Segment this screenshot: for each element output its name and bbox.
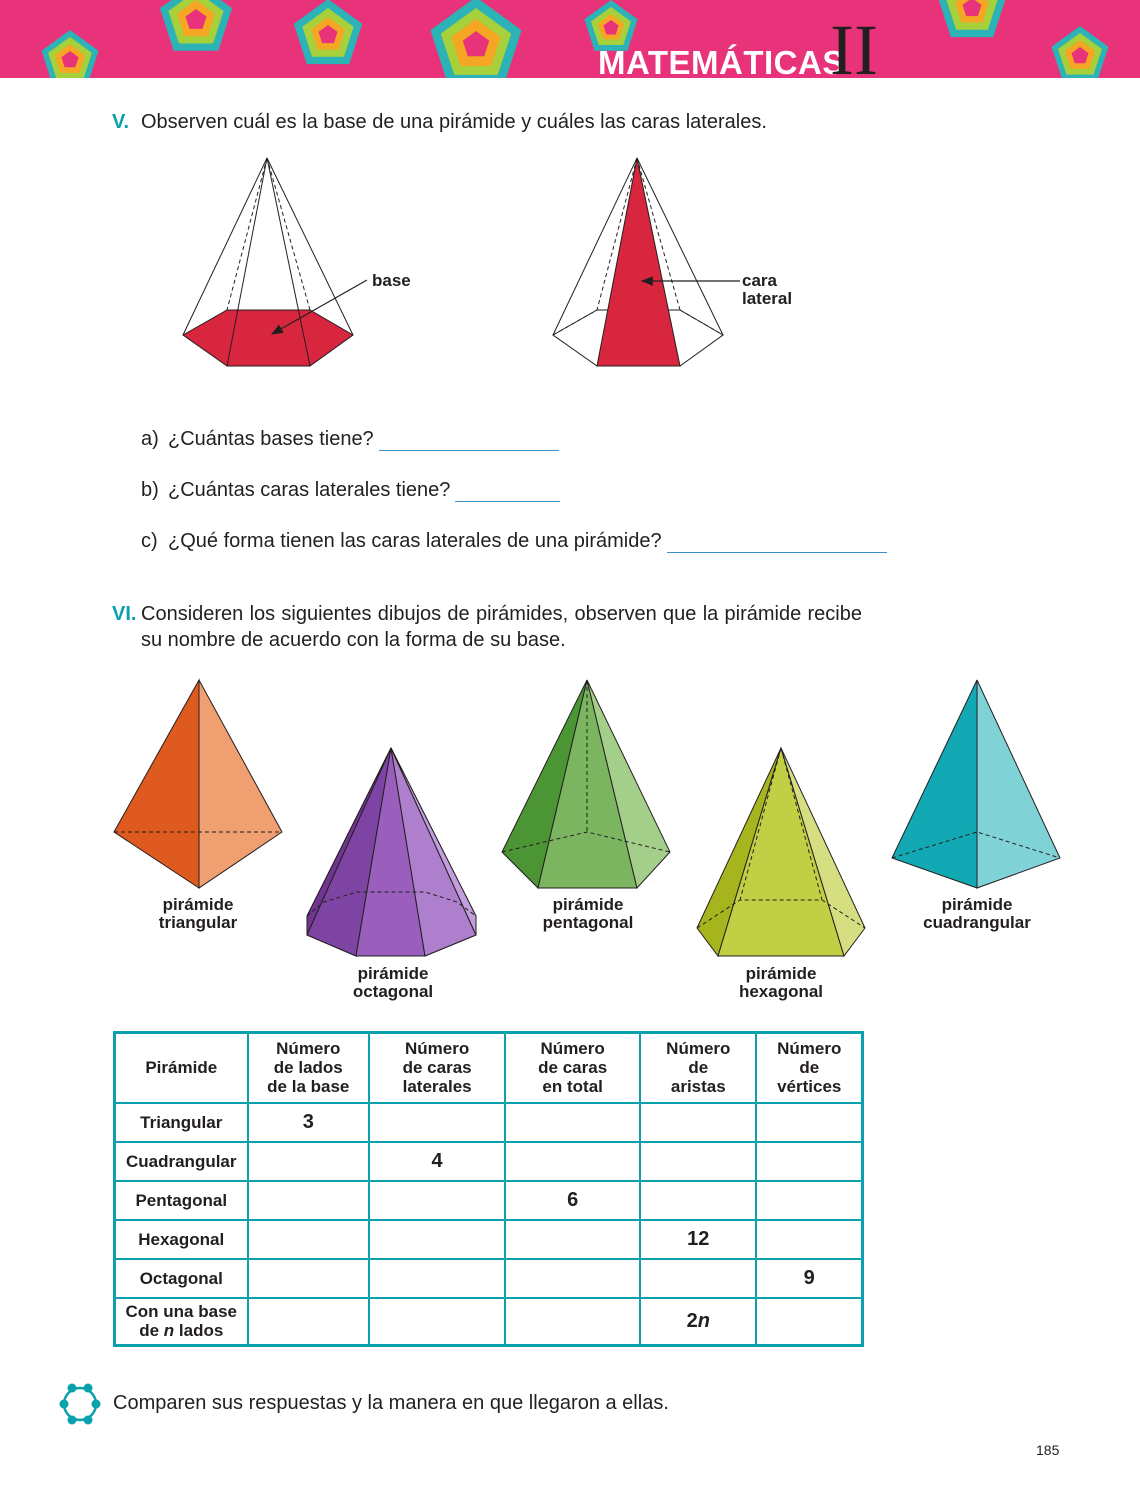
table-header-cell: Número de lados de la base xyxy=(248,1033,370,1103)
question-letter: b) xyxy=(141,479,159,501)
pyramid-label-line2: triangular xyxy=(158,913,238,932)
table-cell[interactable]: 9 xyxy=(756,1259,862,1298)
pyramid-label-square xyxy=(897,896,1057,932)
table-row xyxy=(115,1259,863,1298)
table-cell[interactable] xyxy=(505,1142,640,1181)
table-cell[interactable] xyxy=(369,1220,505,1259)
hexagonal-pyramid-base-highlighted xyxy=(183,158,367,366)
question-b xyxy=(141,479,560,502)
row-header-line2 xyxy=(116,1321,247,1340)
table-cell[interactable] xyxy=(369,1103,505,1142)
table-cell[interactable] xyxy=(756,1142,862,1181)
table-cell[interactable] xyxy=(505,1259,640,1298)
pyramid-label-line1: pirámide xyxy=(941,895,1013,914)
table-header-cell: Número de caras en total xyxy=(505,1033,640,1103)
section-v-instruction: Observen cuál es la base de una pirámide y cuáles las caras laterales. xyxy=(141,111,767,133)
table-cell[interactable] xyxy=(640,1103,756,1142)
table-header-row xyxy=(115,1033,863,1103)
table-cell[interactable] xyxy=(505,1220,640,1259)
table-cell[interactable] xyxy=(640,1142,756,1181)
row-header-de: de xyxy=(139,1321,160,1341)
pyramid-label-line2: octagonal xyxy=(352,982,434,1001)
pyramid-label-line2: hexagonal xyxy=(738,982,824,1001)
page-number: 185 xyxy=(1036,1442,1060,1458)
question-letter: a) xyxy=(141,428,159,450)
question-letter: c) xyxy=(141,530,158,552)
table-cell[interactable] xyxy=(369,1181,505,1220)
square-pyramid xyxy=(892,680,1060,888)
row-header-line1: Con una base xyxy=(125,1302,237,1322)
pyramid-label-line2: pentagonal xyxy=(542,913,634,932)
table-row xyxy=(115,1298,863,1346)
table-cell[interactable] xyxy=(248,1181,370,1220)
pyramid-label-line2: cuadrangular xyxy=(923,913,1031,932)
table-row xyxy=(115,1103,863,1142)
pentagon-icon xyxy=(1052,26,1109,78)
section-vi-label: VI. xyxy=(112,603,137,625)
pyramid-label-line1: pirámide xyxy=(357,964,429,983)
pyramid-label-pentagonal xyxy=(508,896,668,932)
question-text: ¿Cuántas caras laterales tiene? xyxy=(168,479,451,501)
pyramid-parts-figure xyxy=(170,150,820,380)
pentagon-icon xyxy=(430,0,521,78)
row-header: Triangular xyxy=(115,1103,248,1142)
table-header-cell: Pirámide xyxy=(115,1033,248,1103)
table-cell[interactable]: 6 xyxy=(505,1181,640,1220)
table-cell[interactable]: 3 xyxy=(248,1103,370,1142)
table-cell[interactable] xyxy=(756,1298,862,1346)
table-cell[interactable] xyxy=(248,1220,370,1259)
page-header xyxy=(0,0,1140,78)
row-header: Pentagonal xyxy=(115,1181,248,1220)
pyramid-label-line1: pirámide xyxy=(162,895,234,914)
pyramid-label-line1: pirámide xyxy=(552,895,624,914)
pyramid-label-hexagonal xyxy=(701,965,861,1001)
pentagon-icon xyxy=(42,30,99,78)
table-cell[interactable] xyxy=(640,1259,756,1298)
table-row xyxy=(115,1220,863,1259)
header-title: MATEMÁTICAS xyxy=(598,44,845,78)
hexagonal-pyramid-face-highlighted xyxy=(553,158,740,366)
section-v-label: V. xyxy=(112,111,130,133)
pyramid-label-octagonal xyxy=(313,965,473,1001)
label-lateral: lateral xyxy=(742,289,793,308)
table-cell[interactable]: 12 xyxy=(640,1220,756,1259)
table-cell[interactable] xyxy=(369,1259,505,1298)
table-cell[interactable] xyxy=(248,1142,370,1181)
question-text: ¿Cuántas bases tiene? xyxy=(168,428,374,450)
table-header-cell: Número de vértices xyxy=(756,1033,862,1103)
row-header-n: n xyxy=(163,1321,175,1341)
table-cell[interactable] xyxy=(369,1298,505,1346)
row-header: Octagonal xyxy=(115,1259,248,1298)
table-cell[interactable] xyxy=(248,1298,370,1346)
answer-line-c[interactable] xyxy=(667,533,887,553)
pentagon-icon xyxy=(294,0,362,64)
answer-line-b[interactable] xyxy=(455,482,560,502)
row-header xyxy=(115,1298,248,1346)
octagonal-pyramid xyxy=(307,748,476,956)
table-cell[interactable] xyxy=(756,1220,862,1259)
row-header-lados: lados xyxy=(178,1321,224,1341)
pentagonal-pyramid xyxy=(502,680,670,888)
row-header: Hexagonal xyxy=(115,1220,248,1259)
question-c xyxy=(141,530,887,553)
table-row xyxy=(115,1142,863,1181)
table-cell[interactable] xyxy=(505,1103,640,1142)
label-base: base xyxy=(372,271,411,290)
table-cell[interactable] xyxy=(756,1103,862,1142)
team-circle-icon xyxy=(57,1382,105,1426)
table-cell-2n[interactable]: 2n xyxy=(640,1298,756,1346)
table-cell[interactable] xyxy=(505,1298,640,1346)
row-header: Cuadrangular xyxy=(115,1142,248,1181)
pyramid-label-line1: pirámide xyxy=(745,964,817,983)
pyramid-label-triangular xyxy=(118,896,278,932)
table-cell[interactable] xyxy=(640,1181,756,1220)
pentagon-decoration xyxy=(0,0,1140,78)
table-cell[interactable] xyxy=(756,1181,862,1220)
question-text: ¿Qué forma tienen las caras laterales de una pirámide? xyxy=(168,530,662,552)
table-cell[interactable] xyxy=(248,1259,370,1298)
answer-line-a[interactable] xyxy=(379,431,559,451)
footer-instruction: Comparen sus respuestas y la manera en que llegaron a ellas. xyxy=(113,1392,669,1414)
pyramid-table xyxy=(113,1031,864,1347)
table-header-cell: Número de aristas xyxy=(640,1033,756,1103)
hexagonal-pyramid xyxy=(697,748,865,956)
pentagon-icon xyxy=(938,0,1006,37)
question-a xyxy=(141,428,559,451)
label-cara: cara xyxy=(742,271,777,290)
section-vi-instruction: Consideren los siguientes dibujos de pirámides, observen que la pirámide recibe su nombre de acuerdo con la forma de su base. xyxy=(141,603,862,651)
triangular-pyramid xyxy=(114,680,282,888)
table-cell[interactable]: 4 xyxy=(369,1142,505,1181)
table-row xyxy=(115,1181,863,1220)
table-header-cell: Número de caras laterales xyxy=(369,1033,505,1103)
header-volume: II xyxy=(830,10,878,90)
pentagon-icon xyxy=(160,0,232,51)
